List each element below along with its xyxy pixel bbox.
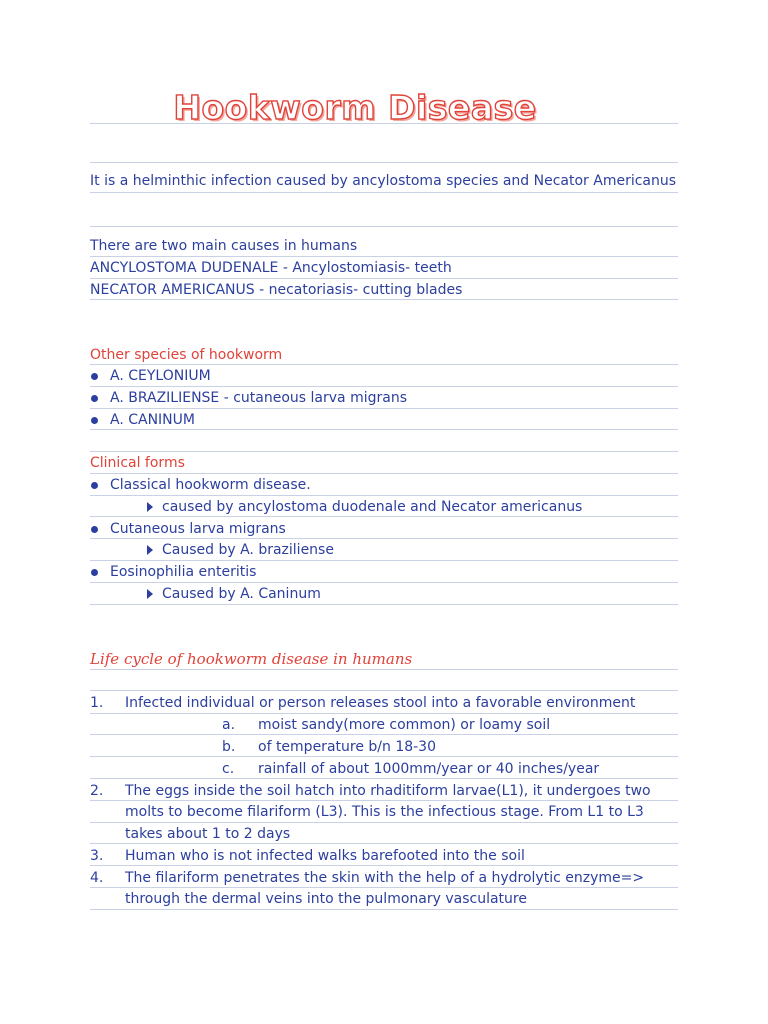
ruled-line (90, 669, 678, 670)
ruled-line (90, 778, 678, 779)
ruled-line (90, 495, 678, 496)
bullet-icon (91, 482, 98, 489)
clinical-form-item: Eosinophilia enteritis (110, 564, 257, 580)
step-text: Infected individual or person releases stool into a favorable environment (125, 695, 636, 711)
substep-text: of temperature b/n 18-30 (258, 739, 437, 755)
ruled-line (90, 582, 678, 583)
substep-text: moist sandy(more common) or loamy soil (258, 717, 551, 733)
ruled-line (90, 192, 678, 193)
ruled-line (90, 386, 678, 387)
substep-text: rainfall of about 1000mm/year or 40 inches/year (258, 761, 600, 777)
page-title: Hookworm Disease (173, 88, 537, 127)
ruled-line (90, 516, 678, 517)
intro-text: It is a helminthic infection caused by ancylostoma species and Necator Americanus (90, 173, 677, 189)
step-text: takes about 1 to 2 days (125, 826, 291, 842)
clinical-form-subitem: caused by ancylostoma duodenale and Necator americanus (162, 499, 583, 515)
step-text: through the dermal veins into the pulmonary vasculature (125, 891, 527, 907)
ruled-line (90, 560, 678, 561)
step-text: The filariform penetrates the skin with the help of a hydrolytic enzyme=> (125, 870, 645, 886)
bullet-icon (91, 569, 98, 576)
ruled-line (90, 429, 678, 430)
ruled-line (90, 451, 678, 452)
ruled-line (90, 690, 678, 691)
triangle-bullet-icon (147, 589, 153, 599)
ruled-line (90, 256, 678, 257)
step-number: 3. (90, 848, 104, 864)
species-item: A. CEYLONIUM (110, 368, 211, 384)
clinical-form-subitem: Caused by A. braziliense (162, 542, 334, 558)
substep-letter: a. (222, 717, 236, 733)
ruled-line (90, 226, 678, 227)
ruled-line (90, 299, 678, 300)
clinical-form-item: Cutaneous larva migrans (110, 521, 286, 537)
step-number: 2. (90, 783, 104, 799)
ruled-line (90, 364, 678, 365)
species-item: A. CANINUM (110, 412, 195, 428)
ruled-line (90, 162, 678, 163)
ruled-line (90, 473, 678, 474)
ruled-line (90, 713, 678, 714)
ruled-line (90, 843, 678, 844)
step-number: 1. (90, 695, 104, 711)
ruled-line (90, 278, 678, 279)
life-cycle-heading: Life cycle of hookworm disease in humans (90, 650, 413, 668)
ruled-line (90, 604, 678, 605)
clinical-form-item: Classical hookworm disease. (110, 477, 311, 493)
ruled-line (90, 887, 678, 888)
step-text: The eggs inside the soil hatch into rhaditiform larvae(L1), it undergoes two (125, 783, 651, 799)
species-item: A. BRAZILIENSE - cutaneous larva migrans (110, 390, 407, 406)
ruled-line (90, 909, 678, 910)
cause-item: ANCYLOSTOMA DUDENALE - Ancylostomiasis- teeth (90, 260, 452, 276)
bullet-icon (91, 395, 98, 402)
substep-letter: c. (222, 761, 235, 777)
step-text: molts to become filariform (L3). This is the infectious stage. From L1 to L3 (125, 804, 644, 820)
ruled-line (90, 734, 678, 735)
substep-letter: b. (222, 739, 236, 755)
step-text: Human who is not infected walks barefooted into the soil (125, 848, 525, 864)
triangle-bullet-icon (147, 545, 153, 555)
causes-lead: There are two main causes in humans (90, 238, 358, 254)
bullet-icon (91, 526, 98, 533)
ruled-line (90, 408, 678, 409)
ruled-line (90, 756, 678, 757)
clinical-forms-heading: Clinical forms (90, 455, 185, 471)
ruled-line (90, 865, 678, 866)
step-number: 4. (90, 870, 104, 886)
ruled-line (90, 822, 678, 823)
bullet-icon (91, 417, 98, 424)
ruled-line (90, 538, 678, 539)
clinical-form-subitem: Caused by A. Caninum (162, 586, 321, 602)
bullet-icon (91, 373, 98, 380)
cause-item: NECATOR AMERICANUS - necatoriasis- cutting blades (90, 282, 463, 298)
other-species-heading: Other species of hookworm (90, 347, 283, 363)
ruled-line (90, 800, 678, 801)
triangle-bullet-icon (147, 502, 153, 512)
